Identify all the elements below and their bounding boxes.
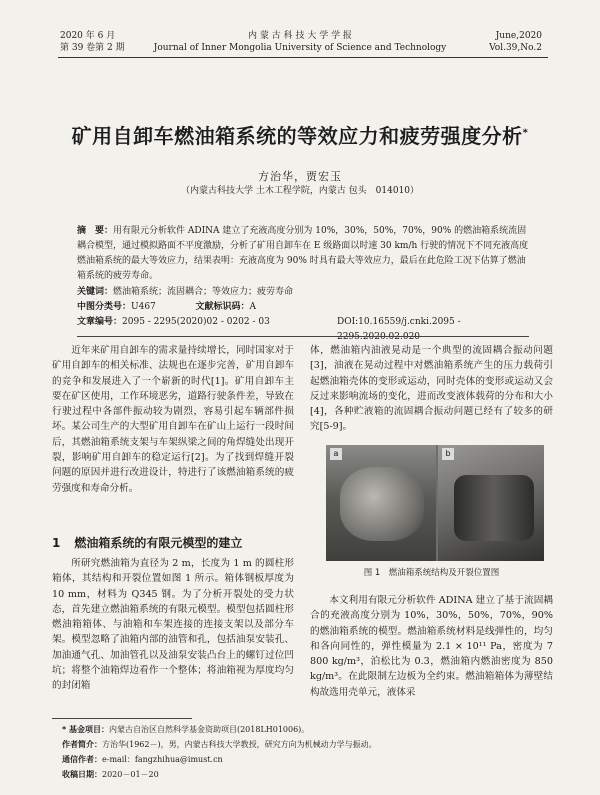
article-title-text: 矿用自卸车燃油箱系统的等效应力和疲劳强度分析 <box>71 124 523 148</box>
doc-code-label: 文献标识码： <box>195 302 250 312</box>
body-left-column <box>52 343 294 496</box>
footnote-divider <box>52 718 192 719</box>
received-label: 收稿日期： <box>62 770 102 779</box>
keywords-label: 关键词： <box>77 287 114 297</box>
footnote-received <box>62 769 159 780</box>
section-heading <box>52 534 242 551</box>
panel-a-label: a <box>330 448 342 460</box>
section1-paragraph: 所研究燃油箱为直径为 2 m，长度为 1 m 的圆柱形箱体，其结构和开裂位置如图 1 所示。箱体钢板厚度为 10 mm，材料为 Q345 钢。为了分析开裂处的受力状态，首先建立燃油箱系统的有限元模型。模型包括圆柱形燃油箱箱体、与油箱和车架连接的连接支架以及部分车架。模型忽略了油箱内部的油管和孔，包括油泵安装孔、加油通气孔、加油管孔以及油泵安装凸台上的螺钉过位凹坑；将整个油箱焊边看作一个整体；将油箱视为厚度均匀的封闭箱 <box>52 558 294 692</box>
author-list: 方治华，贾宏玉 <box>258 170 342 183</box>
fund-text: 内蒙古自治区自然科学基金资助项目(2018LH01006)。 <box>108 725 310 734</box>
fuel-tank-photo-a <box>340 467 424 541</box>
affiliation: （内蒙古科技大学 土木工程学院，内蒙古 包头 014010） <box>180 186 420 196</box>
right-top-paragraph: 体，燃油箱内油液晃动是一个典型的流固耦合振动问题[3]，油液在晃动过程中对燃油箱系统产生的压力载荷引起燃油箱壳体的变形或运动，同时壳体的变形或运动又会反过来影响流场的变化，进而改变液体载荷的分布和大小[4]，各种贮液箱的流固耦合振动问题已经有了较多的研究[5-9]。 <box>310 345 553 433</box>
contact-text: e-mail：fangzhihua@imust.cn <box>102 755 223 764</box>
figure-panel-b <box>438 445 544 561</box>
author-bio-label: 作者简介： <box>62 740 102 749</box>
classification-line <box>77 300 256 315</box>
keywords <box>77 285 529 300</box>
article-number-line <box>77 315 529 342</box>
received-text: 2020－01－20 <box>102 770 159 779</box>
article-no-value: 2095 - 2295(2020)02 - 0202 - 03 <box>122 317 270 327</box>
section-title: 燃油箱系统的有限元模型的建立 <box>74 536 243 550</box>
footnote-author <box>62 739 377 750</box>
abstract-label: 摘 要： <box>77 226 114 236</box>
fund-label: * 基金项目： <box>62 725 109 734</box>
body-right-column-lower <box>310 593 553 700</box>
running-header-right <box>489 30 542 54</box>
clc-value: U467 <box>131 302 156 312</box>
journal-name-cn: 内 蒙 古 科 技 大 学 学 报 <box>248 31 352 41</box>
fuel-tank-photo-b <box>454 475 534 541</box>
abstract <box>77 224 529 284</box>
footnote-contact <box>62 754 223 765</box>
footnote-fund <box>62 724 309 735</box>
issue-volume-cn: 第 39 卷第 2 期 <box>60 43 125 53</box>
body-right-column <box>310 343 553 435</box>
title-footnote-mark: * <box>522 127 529 139</box>
abstract-divider <box>77 336 529 337</box>
figure-1-photo <box>326 445 544 561</box>
issue-date-en: June,2020 <box>495 31 542 41</box>
abstract-text: 用有限元分析软件 ADINA 建立了充液高度分别为 10%，30%，50%，70%，90% 的燃油箱系统流固耦合模型，通过模拟路面不平度激励，分析了矿用自卸车在 E 级路面以时速 30 km/h 行驶的情况下不同充液高度燃油箱系统的最大等效应力，结果表明：充液高度为 90% 时具有最大等效应力，最后在此危险工况下估算了燃油箱系统的疲劳寿命。 <box>77 226 529 281</box>
figure-panel-a <box>326 445 436 561</box>
author-bio-text: 方治华(1962－)，男，内蒙古科技大学教授，研究方向为机械动力学与振动。 <box>102 740 377 749</box>
issue-volume-en: Vol.39,No.2 <box>489 43 542 53</box>
figure-caption: 图 1 燃油箱系统结构及开裂位置图 <box>363 568 500 578</box>
journal-name-en: Journal of Inner Mongolia University of Science and Technology <box>153 43 447 53</box>
panel-b-label: b <box>442 448 454 460</box>
doi: DOI:10.16559/j.cnki.2095 - 2295.2020.02.020 <box>337 317 461 342</box>
header-divider <box>58 57 548 58</box>
issue-date-cn: 2020 年 6 月 <box>60 31 116 41</box>
article-no-label: 文章编号： <box>77 317 123 327</box>
article-title <box>0 120 600 149</box>
clc-label: 中图分类号： <box>77 302 132 312</box>
contact-label: 通信作者： <box>62 755 102 764</box>
right-bottom-paragraph: 本文利用有限元分析软件 ADINA 建立了基于流固耦合的充液高度分别为 10%，30%，50%，70%，90% 的燃油箱系统的模型。燃油箱系统材料是线弹性的，均匀和各向同性的，弹性模量为 2.1 × 10¹¹ Pa，密度为 7 800 kg/m³，泊松比为 0.3，燃油箱内燃油密度为 850 kg/m³。在此限制左边板为全约束。燃油箱箱体为薄壁结构故选用壳单元，液体采 <box>310 595 553 698</box>
intro-paragraph: 近年来矿用自卸车的需求量持续增长，同时国家对于矿用自卸车的相关标准、法规也在逐步完善，矿用自卸车的竞争和发展进入了一个崭新的时代[1]。矿用自卸车主要在矿区使用，工作环境恶劣，道路行驶条件差，导致在行驶过程中各部件振动较为剧烈，容易引起车辆部件损坏。某公司生产的大型矿用自卸车在矿山上运行一段时间后，其燃油箱系统支架与车架纵梁之间的角焊缝处出现开裂，影响矿用自卸车的稳定运行[2]。为了找到焊缝开裂问题的原因并进行改进设计，特进行了该燃油箱系统的疲劳强度和寿命分析。 <box>52 345 294 494</box>
body-left-column-section1 <box>52 556 294 694</box>
section-number: 1 <box>52 536 61 550</box>
doc-code-value: A <box>249 302 257 312</box>
keywords-text: 燃油箱系统；流固耦合；等效应力；疲劳寿命 <box>113 287 294 297</box>
